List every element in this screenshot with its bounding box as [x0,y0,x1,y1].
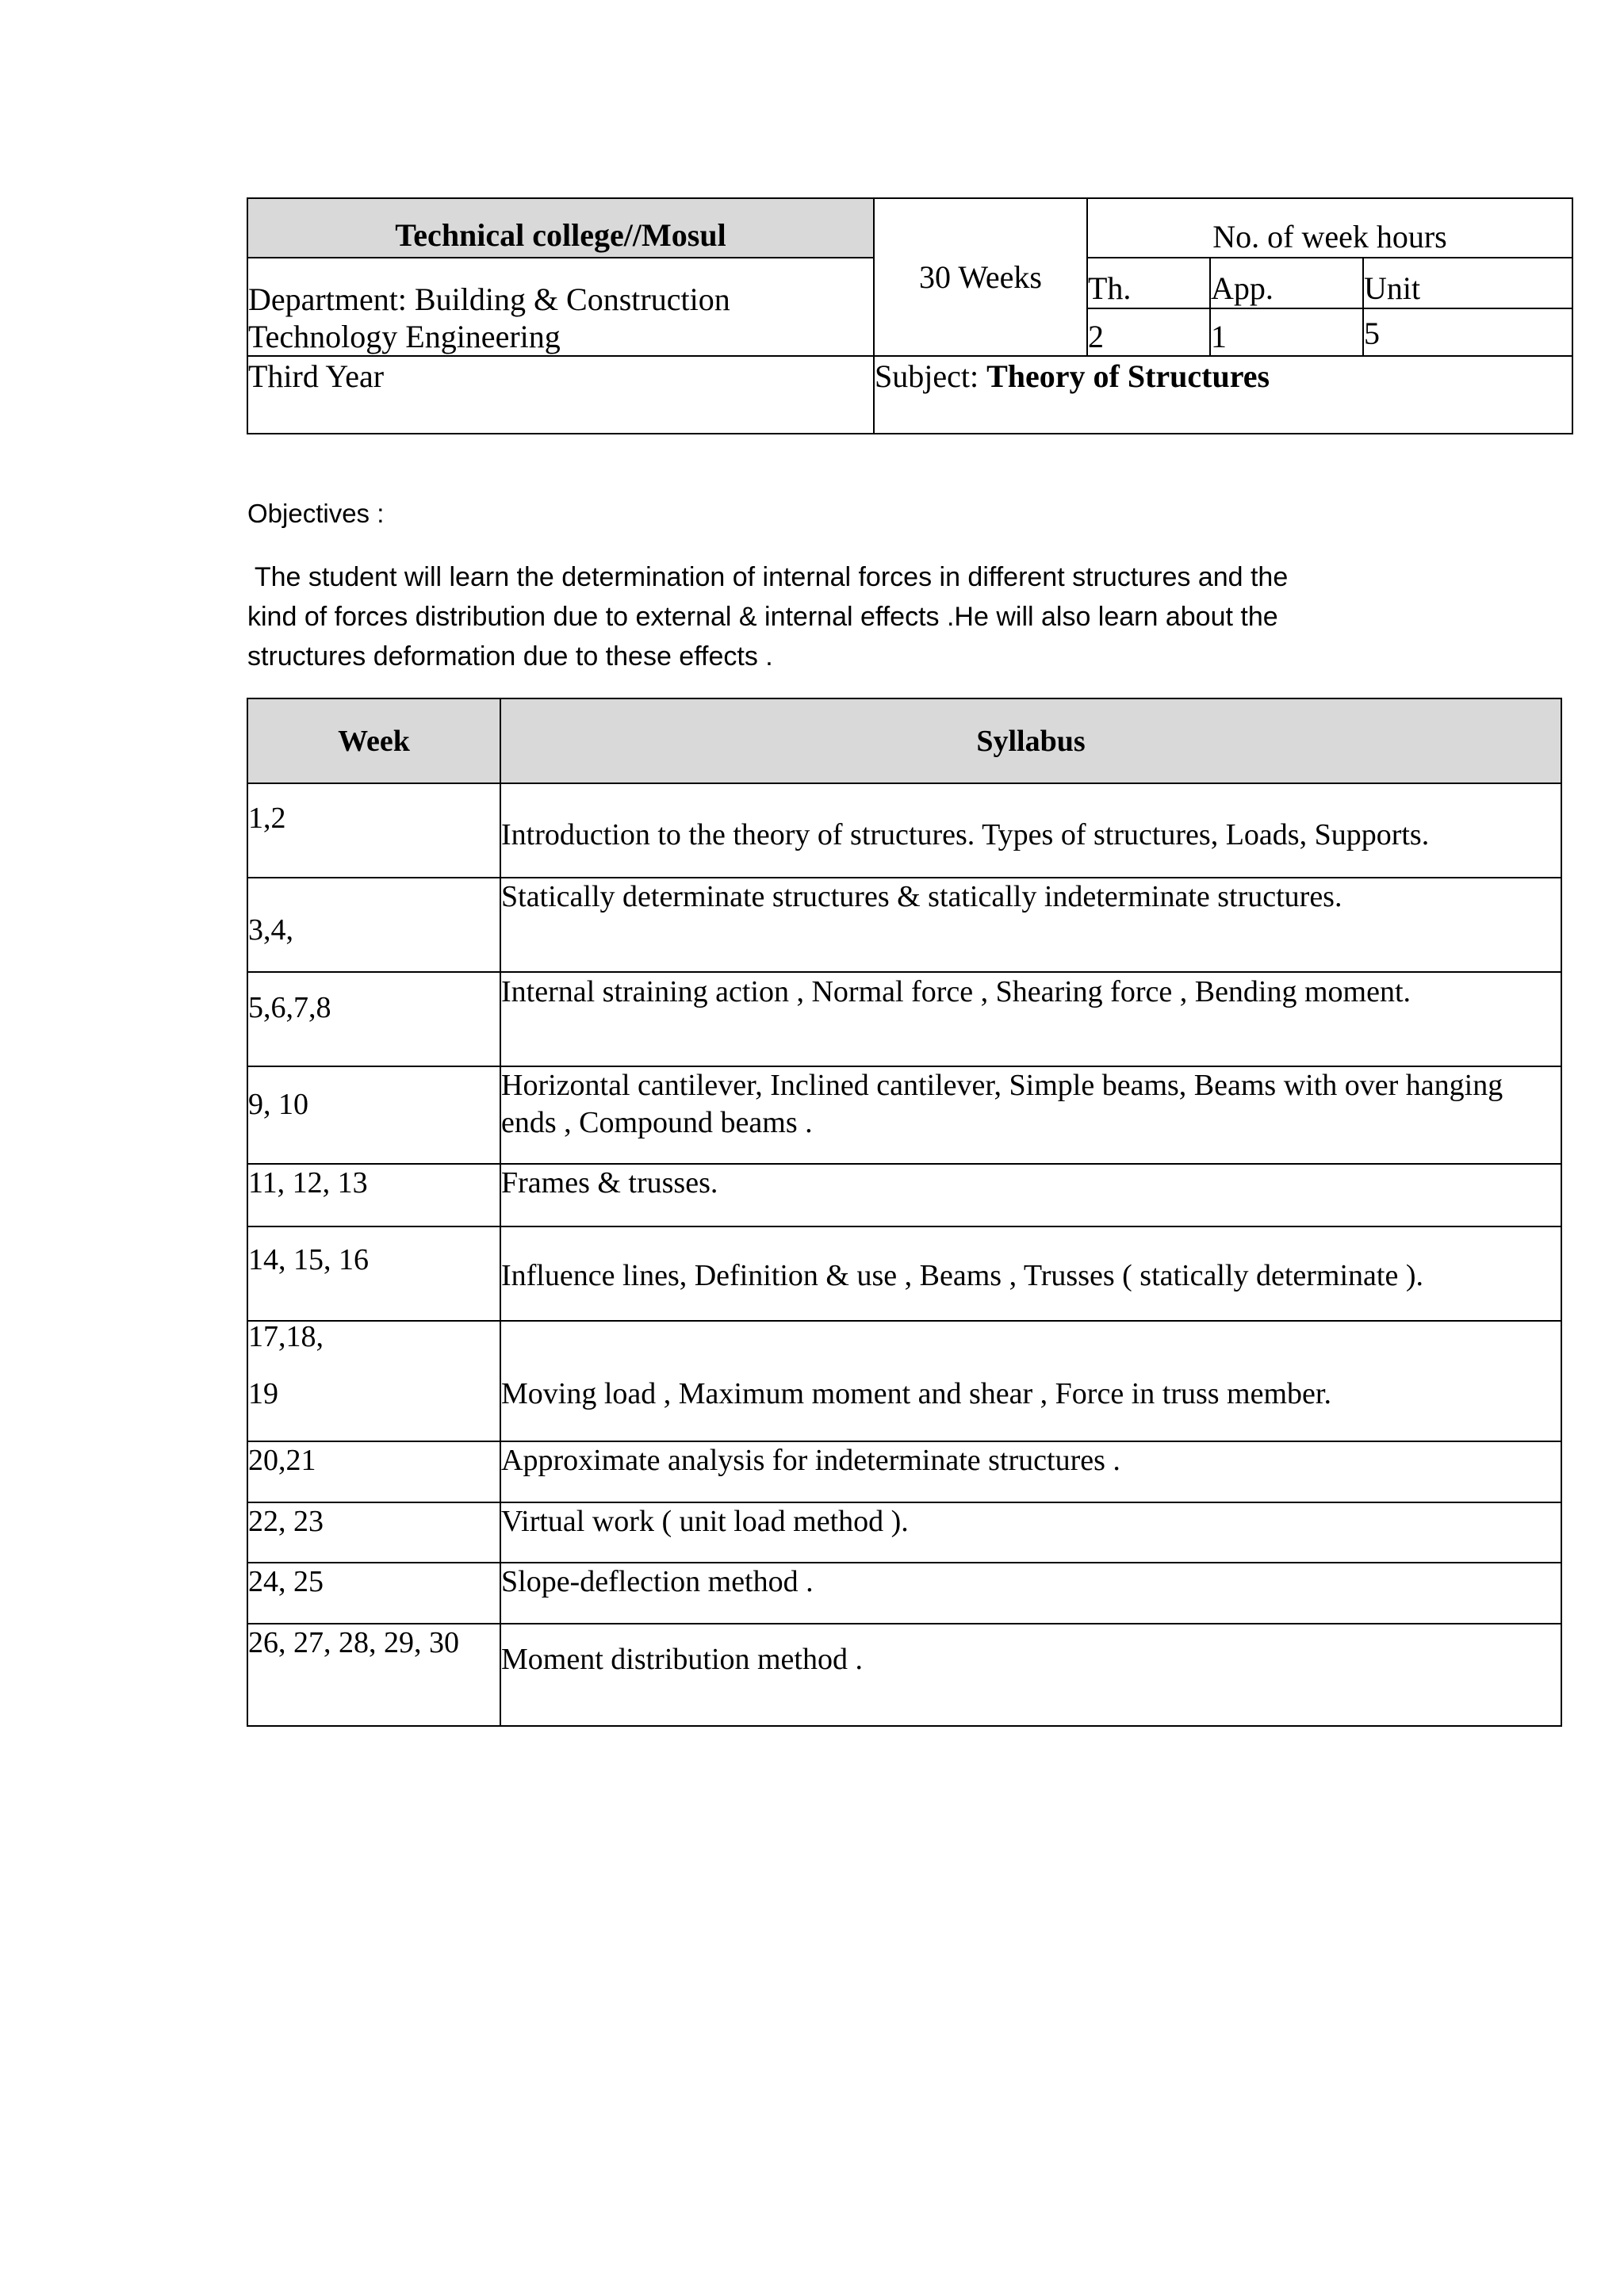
week-cell: 11, 12, 13 [248,1166,368,1200]
col-week-header: Week [338,725,410,758]
syllabus-cell: Approximate analysis for indeterminate structures . [501,1444,1120,1477]
col-unit-label: Unit [1364,270,1421,306]
syllabus-cell: Statically determinate structures & statically indeterminate structures. [501,880,1342,913]
syllabus-cell: Moving load , Maximum moment and shear , Force in truss member. [501,1377,1331,1410]
week-cell: 1,2 [248,802,286,835]
objectives-line1: The student will learn the determination of internal forces in different structures and the [247,562,1289,592]
objectives-line2: kind of forces distribution due to external & internal effects .He will also learn about the [247,602,1278,632]
syllabus-cell: Influence lines, Definition & use , Beams , Trusses ( statically determinate ). [501,1259,1423,1292]
subject-line [875,358,1270,396]
week-cell: 9, 10 [248,1088,308,1121]
objectives-heading: Objectives : [247,499,385,528]
week-cell-line2: 19 [248,1377,278,1410]
col-app-label: App. [1211,270,1274,306]
objectives-line3: structures deformation due to these effects . [247,641,773,672]
syllabus-cell: Introduction to the theory of structures. Types of structures, Loads, Supports. [501,818,1430,851]
week-cell: 20,21 [248,1444,316,1477]
week-cell: 3,4, [248,913,293,947]
week-cell: 5,6,7,8 [248,991,331,1024]
week-cell: 26, 27, 28, 29, 30 [248,1626,459,1659]
year-label: Third Year [248,358,385,394]
week-cell: 22, 23 [248,1505,324,1538]
val-th: 2 [1088,319,1104,354]
syllabus-cell: Internal straining action , Normal force , Shearing force , Bending moment. [501,975,1411,1008]
val-unit: 5 [1364,316,1380,351]
week-cell: 24, 25 [248,1565,324,1598]
col-syllabus-header: Syllabus [976,725,1086,758]
syllabus-cell: Frames & trusses. [501,1166,718,1200]
syllabus-cell: Horizontal cantilever, Inclined cantilever, Simple beams, Beams with over hanging [501,1069,1503,1102]
syllabus-cell: Moment distribution method . [501,1643,863,1676]
week-cell: 17,18, [248,1320,324,1353]
syllabus-cell-line2: ends , Compound beams . [501,1106,813,1139]
syllabus-cell: Virtual work ( unit load method ). [501,1505,909,1538]
week-cell: 14, 15, 16 [248,1243,369,1276]
subject-label: Subject: [875,358,987,394]
week-hours-title: No. of week hours [1212,219,1447,254]
college-name: Technical college//Mosul [395,217,726,253]
department-line2: Technology Engineering [248,319,561,354]
val-app: 1 [1211,319,1227,354]
syllabus-cell: Slope-deflection method . [501,1565,814,1598]
subject-value: Theory of Structures [986,358,1270,394]
course-duration: 30 Weeks [919,259,1042,295]
col-th-label: Th. [1088,270,1132,306]
objectives-text [247,557,1288,676]
department-line1: Department: Building & Construction [248,281,730,317]
